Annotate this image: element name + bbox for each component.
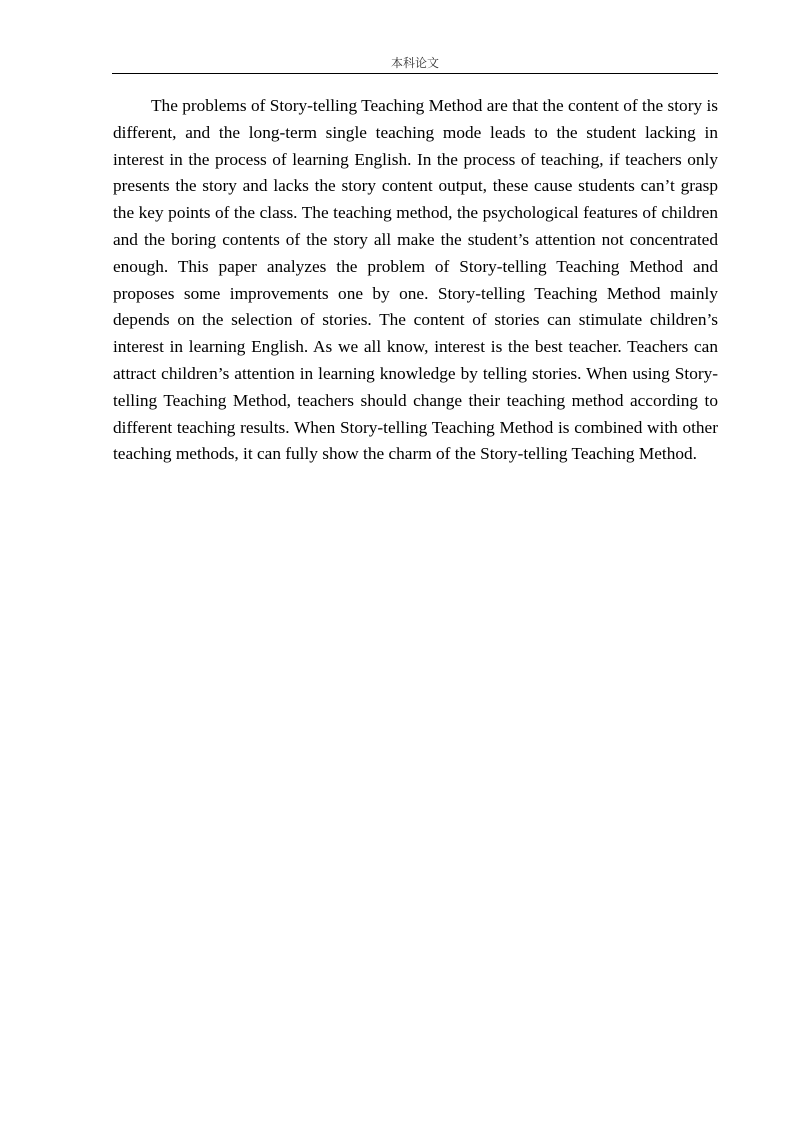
page-header-title: 本科论文	[390, 56, 439, 70]
body-paragraph: The problems of Story-telling Teaching Method are that the content of the story is different, and the long-term single teaching mode leads to the student lacking in interest in the process of learning English. In the process of teaching, if teachers only presents the story and lacks the story content output, these cause students can’t grasp the key points of the class. The teaching method, the psychological features of children and the boring contents of the story all make the student’s attention not concentrated enough. This paper analyzes the problem of Story-telling Teaching Method and proposes some improvements one by one. Story-telling Teaching Method mainly depends on the selection of stories. The content of stories can stimulate children’s interest in learning English. As we all know, interest is the best teacher. Teachers can attract children’s attention in learning knowledge by telling stories. When using Story-telling Teaching Method, teachers should change their teaching method according to different teaching results. When Story-telling Teaching Method is combined with other teaching methods, it can fully show the charm of the Story-telling Teaching Method.	[113, 96, 718, 464]
header-divider	[112, 73, 718, 74]
